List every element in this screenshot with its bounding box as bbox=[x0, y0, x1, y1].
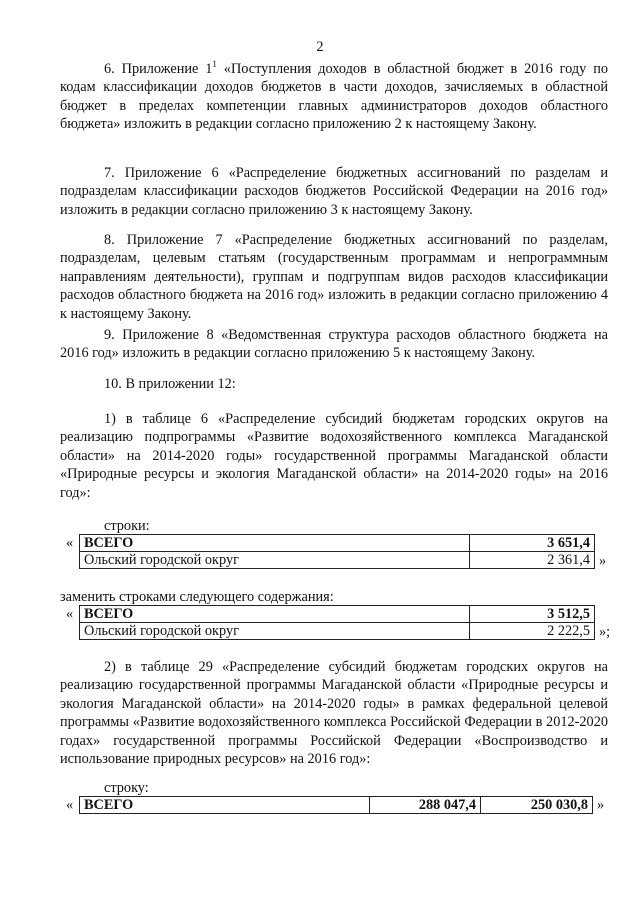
close-quote: » bbox=[597, 797, 605, 813]
row-name: Ольский городской округ bbox=[80, 552, 470, 569]
open-quote: « bbox=[66, 606, 74, 622]
row-value-1: 288 047,4 bbox=[370, 797, 481, 814]
subitem-number: 1) bbox=[104, 411, 116, 427]
table-row bbox=[80, 552, 595, 569]
label-row-single: строку: bbox=[104, 780, 149, 796]
table-row bbox=[80, 797, 593, 814]
row-value: 2 222,5 bbox=[470, 623, 595, 640]
paragraph-subitem-2 bbox=[60, 658, 608, 768]
row-value-2: 250 030,8 bbox=[481, 797, 593, 814]
table-rows-new bbox=[79, 605, 595, 640]
row-name: ВСЕГО bbox=[80, 535, 470, 552]
item-text: Приложение 6 «Распределение бюджетных ассигнований по разделам и подразделам классификации расходов бюджетов Российской Федерации на 2016 год» изложить в редакции согласно приложению 3 к настоящему Закону. bbox=[60, 165, 608, 218]
item-number: 7. bbox=[104, 165, 115, 181]
item-text-start: Приложение 1 bbox=[114, 61, 213, 77]
item-text: В приложении 12: bbox=[121, 376, 236, 392]
paragraph-subitem-1 bbox=[60, 410, 608, 502]
table-row bbox=[80, 623, 595, 640]
row-name: ВСЕГО bbox=[80, 797, 370, 814]
open-quote: « bbox=[66, 797, 74, 813]
row-name: Ольский городской округ bbox=[80, 623, 470, 640]
row-name: ВСЕГО bbox=[80, 606, 470, 623]
close-quote: » bbox=[599, 553, 607, 569]
table-row bbox=[80, 535, 595, 552]
row-value: 3 512,5 bbox=[470, 606, 595, 623]
paragraph-item-6 bbox=[60, 60, 608, 134]
item-number: 9. bbox=[104, 327, 115, 343]
subitem-number: 2) bbox=[104, 659, 116, 675]
page-number: 2 bbox=[316, 39, 324, 55]
row-value: 3 651,4 bbox=[470, 535, 595, 552]
subitem-text: в таблице 6 «Распределение субсидий бюджетам городских округов на реализацию подпрограммы «Развитие водохозяйственного комплекса Магаданской области» на 2014-2020 годы» государственной программы Магаданской области «Природные ресурсы и экология Магаданской области» на 2014-2020 годы» на 2016 год»: bbox=[60, 411, 608, 501]
open-quote: « bbox=[66, 535, 74, 551]
paragraph-item-8 bbox=[60, 231, 608, 323]
item-number: 10. bbox=[104, 376, 122, 392]
table-rows-old bbox=[79, 534, 595, 569]
item-text: Приложение 8 «Ведомственная структура расходов областного бюджета на 2016 год» изложить в редакции согласно приложению 5 к настоящему Закону. bbox=[60, 327, 608, 362]
subitem-text: в таблице 29 «Распределение субсидий бюджетам городских округов на реализацию государственной программы Магаданской области «Природные ресурсы и экология Магаданской области» на 2014-2020 годы» в рамках федеральной целевой программы «Развитие водохозяйственного комплекса Российской Федерации в 2012-2020 годах» государственной программы Российской Федерации «Воспроизводство и использование природных ресурсов» на 2016 год»: bbox=[60, 659, 608, 768]
row-value: 2 361,4 bbox=[470, 552, 595, 569]
item-number: 6. bbox=[104, 61, 115, 77]
paragraph-item-9 bbox=[60, 326, 608, 363]
item-text: «Поступления доходов в областной бюджет в 2016 году по кодам классификации доходов бюджетов в части доходов, зачисляемых в областной бюджет в пределах компетенции главных администраторов доходов областного бюджета» изложить в редакции согласно приложению 2 к настоящему Закону. bbox=[60, 61, 608, 133]
paragraph-item-10 bbox=[60, 375, 608, 393]
superscript-index: 1 bbox=[212, 59, 217, 70]
item-text: Приложение 7 «Распределение бюджетных ассигнований по разделам, подразделам, целевым статьям (государственным программам и непрограммным направлениям деятельности), группам и подгруппам видов расходов классификации расходов областного бюджета на 2016 год» изложить в редакции согласно приложению 4 к настоящему Закону. bbox=[60, 232, 608, 322]
item-number: 8. bbox=[104, 232, 115, 248]
close-quote: »; bbox=[599, 624, 611, 640]
label-replace-with: заменить строками следующего содержания: bbox=[60, 589, 334, 605]
paragraph-item-7 bbox=[60, 164, 608, 219]
label-rows-old: строки: bbox=[104, 518, 150, 534]
table-row bbox=[80, 606, 595, 623]
table-29-row bbox=[79, 796, 593, 814]
